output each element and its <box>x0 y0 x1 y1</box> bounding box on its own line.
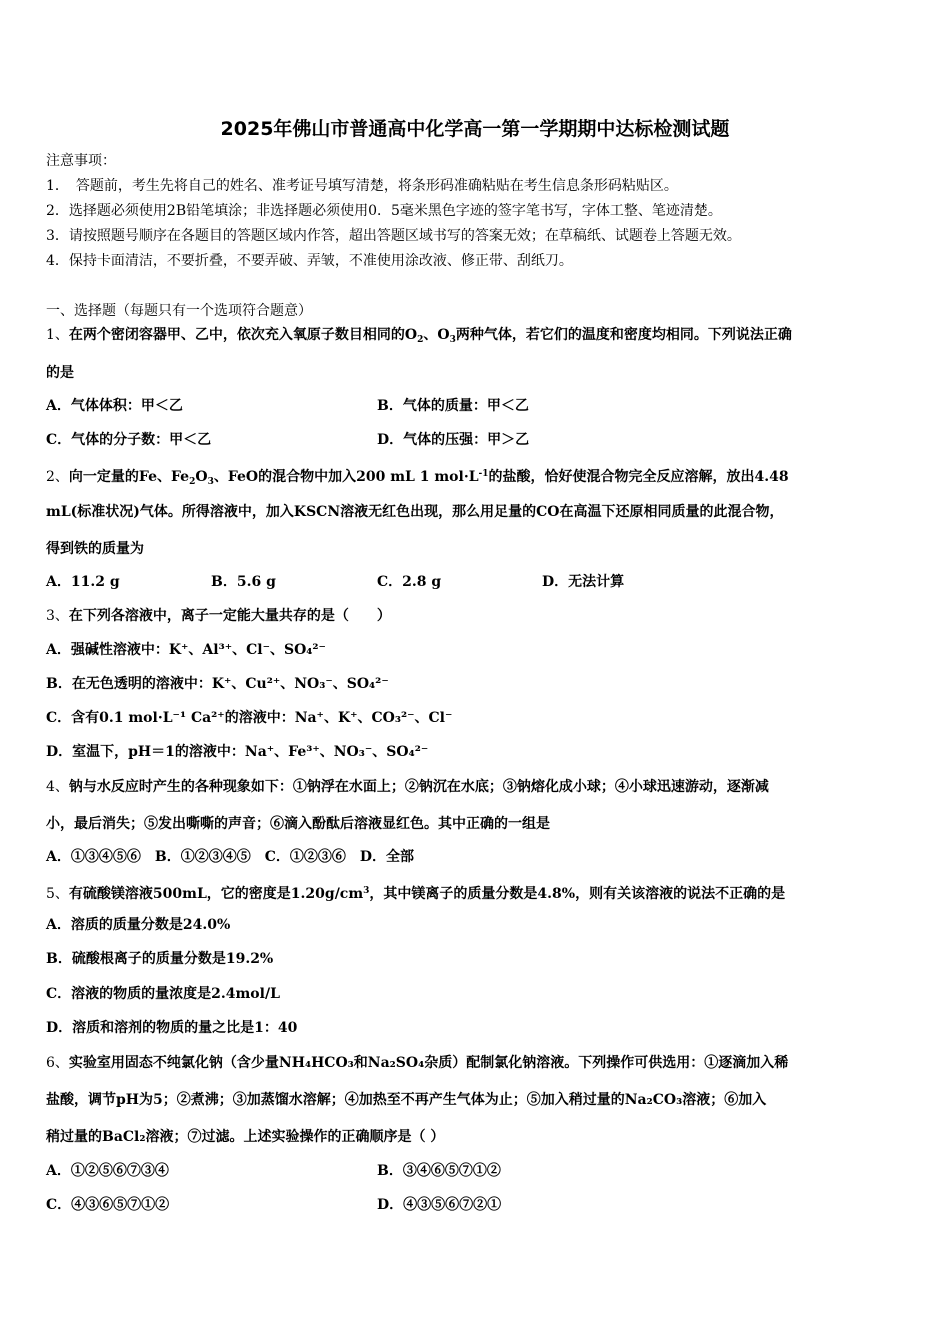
q1-sub: 2 <box>417 335 424 345</box>
notice-item-3: 3．请按照题号顺序在各题目的答题区域内作答，超出答题区域书写的答案无效；在草稿纸、试题卷上答题无效。 <box>46 228 741 244</box>
q1-option-c: C．气体的分子数：甲＜乙 <box>46 432 212 448</box>
q5-option-c: C．溶液的物质的量浓度是2.4mol/L <box>46 986 280 1002</box>
q1-option-b: B．气体的质量：甲＜乙 <box>377 398 529 414</box>
q2-option-a: A．11.2 g <box>46 574 120 590</box>
q5-stem <box>46 882 785 903</box>
q3-number: 3、 <box>46 608 69 624</box>
q2-stem-part: O <box>195 469 208 485</box>
q1-sub: 3 <box>449 335 456 345</box>
q2-stem-cont: mL(标准状况)气体。所得溶液中，加入KSCN溶液无红色出现，那么用足量的CO在高温下还原相同质量的此混合物， <box>46 504 784 520</box>
q3-stem-text: 在下列各溶液中，离子一定能大量共存的是（ ） <box>68 608 391 624</box>
q4-options: A．①③④⑤⑥ B．①②③④⑤ C．①②③⑥ D．全部 <box>46 849 414 865</box>
q2-stem-part: 、FeO的混合物中加入200 mL 1 mol·L <box>213 469 479 485</box>
q6-option-d: D．④③⑤⑥⑦②① <box>377 1197 502 1213</box>
q6-stem-cont: 盐酸，调节pH为5；②煮沸；③加蒸馏水溶解；④加热至不再产生气体为止；⑤加入稍过量的Na₂CO₃溶液；⑥加入 <box>46 1092 767 1108</box>
q2-number: 2、 <box>46 469 69 485</box>
q4-number: 4、 <box>46 779 69 795</box>
q2-stem <box>46 465 789 491</box>
q4-stem <box>46 778 769 796</box>
q2-option-d: D．无法计算 <box>542 574 625 590</box>
q1-stem <box>46 326 792 349</box>
page-title: 2025年佛山市普通高中化学高一第一学期期中达标检测试题 <box>220 118 730 140</box>
notice-item-2: 2．选择题必须使用2B铅笔填涂；非选择题必须使用0．5毫米黑色字迹的签字笔书写，字体工整、笔迹清楚。 <box>46 203 722 219</box>
q3-option-c: C．含有0.1 mol·L⁻¹ Ca²⁺的溶液中：Na⁺、K⁺、CO₃²⁻、Cl⁻ <box>46 710 453 726</box>
q5-stem-part: ，其中镁离子的质量分数是4.8%，则有关该溶液的说法不正确的是 <box>369 886 786 902</box>
q2-sub: 3 <box>207 477 214 487</box>
q1-option-a: A．气体体积：甲＜乙 <box>46 398 183 414</box>
q2-option-b: B．5.6 g <box>211 574 276 590</box>
q1-stem-cont: 的是 <box>46 365 74 381</box>
q6-stem-cont2: 稍过量的BaCl₂溶液；⑦过滤。上述实验操作的正确顺序是（ ） <box>46 1129 445 1145</box>
q2-sup: -1 <box>478 469 489 479</box>
q1-option-d: D．气体的压强：甲＞乙 <box>377 432 530 448</box>
q1-stem-part: 在两个密闭容器甲、乙中，依次充入氧原子数目相同的O <box>68 327 418 343</box>
q1-stem-part: 、O <box>423 327 450 343</box>
q3-option-d: D．室温下，pH＝1的溶液中：Na⁺、Fe³⁺、NO₃⁻、SO₄²⁻ <box>46 744 429 760</box>
q5-number: 5、 <box>46 886 69 902</box>
q6-option-b: B．③④⑥⑤⑦①② <box>377 1163 501 1179</box>
q3-option-b: B．在无色透明的溶液中：K⁺、Cu²⁺、NO₃⁻、SO₄²⁻ <box>46 676 389 692</box>
q6-option-a: A．①②⑤⑥⑦③④ <box>46 1163 169 1179</box>
q4-stem-cont: 小，最后消失；⑤发出嘶嘶的声音；⑥滴入酚酞后溶液显红色。其中正确的一组是 <box>46 816 550 832</box>
q2-option-c: C．2.8 g <box>377 574 442 590</box>
q5-option-b: B．硫酸根离子的质量分数是19.2% <box>46 951 274 967</box>
q6-stem-text: 实验室用固态不纯氯化钠（含少量NH₄HCO₃和Na₂SO₄杂质）配制氯化钠溶液。下列操作可供选用：①逐滴加入稀 <box>68 1055 789 1071</box>
q5-option-d: D．溶质和溶剂的物质的量之比是1：40 <box>46 1020 298 1036</box>
q6-stem <box>46 1054 788 1072</box>
q6-option-c: C．④③⑥⑤⑦①② <box>46 1197 170 1213</box>
q4-stem-text: 钠与水反应时产生的各种现象如下：①钠浮在水面上；②钠沉在水底；③钠熔化成小球；④小球迅速游动，逐渐减 <box>68 779 769 795</box>
q5-option-a: A．溶质的质量分数是24.0% <box>46 917 231 933</box>
q5-sup: 3 <box>363 886 370 896</box>
q3-option-a: A．强碱性溶液中：K⁺、Al³⁺、Cl⁻、SO₄²⁻ <box>46 642 326 658</box>
notice-item-1: 1． 答题前，考生先将自己的姓名、准考证号填写清楚，将条形码准确粘贴在考生信息条形码粘贴区。 <box>46 178 678 194</box>
q2-stem-cont2: 得到铁的质量为 <box>46 541 144 557</box>
q1-stem-part: 两种气体，若它们的温度和密度均相同。下列说法正确 <box>455 327 792 343</box>
q6-number: 6、 <box>46 1055 69 1071</box>
notice-item-4: 4．保持卡面清洁，不要折叠，不要弄破、弄皱，不准使用涂改液、修正带、刮纸刀。 <box>46 253 573 269</box>
q2-stem-part: 向一定量的Fe、Fe <box>68 469 190 485</box>
section-heading: 一、选择题（每题只有一个选项符合题意） <box>46 303 312 319</box>
q1-number: 1、 <box>46 327 69 343</box>
notice-heading: 注意事项： <box>46 153 116 169</box>
q2-sub: 2 <box>189 477 196 487</box>
q2-stem-part: 的盐酸，恰好使混合物完全反应溶解，放出4.48 <box>488 469 789 485</box>
q5-stem-part: 有硫酸镁溶液500mL，它的密度是1.20g/cm <box>68 886 364 902</box>
q3-stem <box>46 607 391 625</box>
